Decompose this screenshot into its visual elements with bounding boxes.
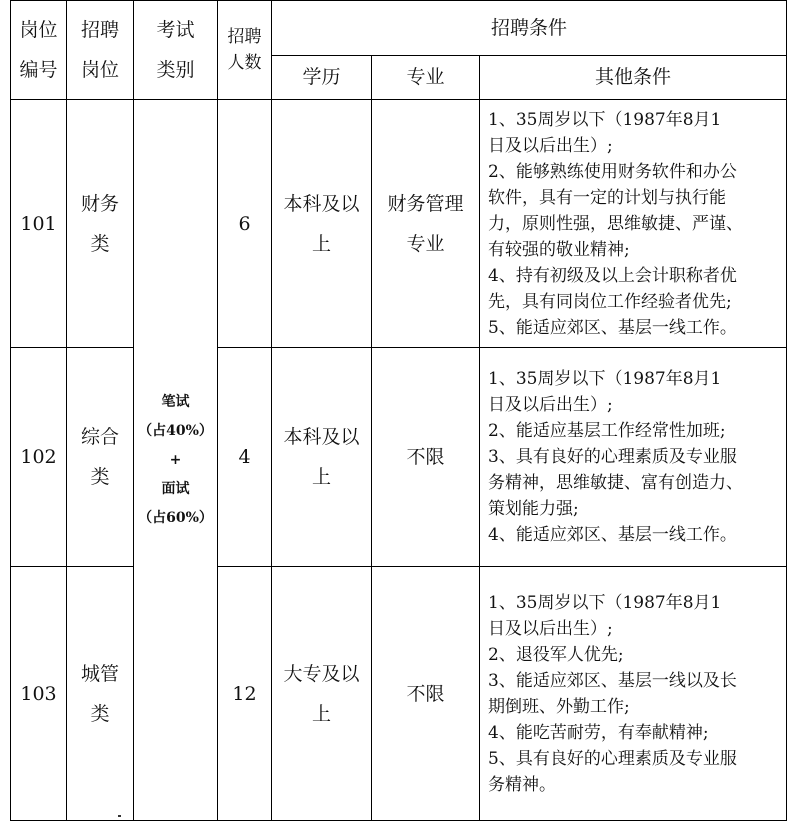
education-line: 本科及以 bbox=[283, 426, 360, 448]
condition-line: 有较强的敬业精神; bbox=[488, 239, 630, 260]
exam-line: （占40%） bbox=[138, 422, 213, 439]
education-cell bbox=[272, 567, 372, 821]
exam-line: 面试 bbox=[161, 480, 190, 497]
headcount-cell: 6 bbox=[218, 100, 272, 348]
condition-line: 4、能吃苦耐劳，有奉献精神; bbox=[488, 722, 709, 743]
post-name-line: 类 bbox=[90, 232, 110, 255]
condition-line: 5、能适应郊区、基层一线工作。 bbox=[488, 317, 737, 338]
post-code-cell: 103 bbox=[11, 567, 67, 821]
education-cell bbox=[272, 348, 372, 567]
header-conditions: 招聘条件 bbox=[272, 1, 787, 56]
post-name-cell bbox=[67, 348, 134, 567]
header-post-code-line-2: 编号 bbox=[19, 59, 58, 81]
table-row bbox=[11, 100, 787, 348]
table-row bbox=[11, 348, 787, 567]
post-code-cell: 101 bbox=[11, 100, 67, 348]
condition-line: 日及以后出生）; bbox=[488, 135, 613, 156]
exam-line: （占60%） bbox=[138, 509, 213, 526]
header-exam-type-line-1: 考试 bbox=[156, 19, 195, 41]
header-post-name-line-1: 招聘 bbox=[80, 19, 119, 41]
major-cell: 不限 bbox=[372, 348, 480, 567]
stray-mark bbox=[118, 815, 121, 817]
condition-line: 4、能适应郊区、基层一线工作。 bbox=[488, 525, 737, 545]
other-conditions-cell bbox=[480, 348, 787, 567]
post-name-cell bbox=[67, 567, 134, 821]
condition-line: 3、具有良好的心理素质及专业服 bbox=[488, 447, 737, 467]
condition-line: 软件，具有一定的计划与执行能 bbox=[488, 187, 726, 208]
post-name-cell bbox=[67, 100, 134, 348]
education-line: 上 bbox=[311, 232, 331, 255]
header-major: 专业 bbox=[372, 55, 480, 99]
condition-line: 1、35周岁以下（1987年8月1 bbox=[488, 592, 722, 613]
condition-line: 期倒班、外勤工作; bbox=[488, 696, 630, 717]
header-headcount bbox=[218, 1, 272, 100]
post-name-line: 类 bbox=[90, 466, 110, 488]
table-row bbox=[11, 567, 787, 821]
header-post-name-line-2: 岗位 bbox=[80, 59, 119, 81]
other-conditions-cell bbox=[480, 567, 787, 821]
post-name-line: 综合 bbox=[80, 426, 119, 448]
education-line: 上 bbox=[311, 702, 331, 725]
condition-line: 1、35周岁以下（1987年8月1 bbox=[488, 109, 722, 130]
condition-line: 1、35周岁以下（1987年8月1 bbox=[488, 369, 722, 389]
post-name-line: 城管 bbox=[80, 662, 119, 685]
condition-line: 2、能够熟练使用财务软件和办公 bbox=[488, 161, 737, 182]
education-line: 大专及以 bbox=[283, 662, 360, 685]
condition-line: 务精神，思维敏捷、富有创造力、 bbox=[488, 473, 743, 493]
condition-line: 策划能力强; bbox=[488, 499, 579, 519]
headcount-cell: 4 bbox=[218, 348, 272, 567]
major-cell: 不限 bbox=[372, 567, 480, 821]
header-post-code bbox=[11, 1, 67, 100]
post-name-line: 财务 bbox=[80, 192, 119, 215]
exam-line: + bbox=[169, 451, 182, 468]
header-education: 学历 bbox=[272, 55, 372, 99]
header-headcount-line-2: 人数 bbox=[227, 53, 262, 73]
condition-line: 4、持有初级及以上会计职称者优 bbox=[488, 265, 737, 286]
condition-line: 5、具有良好的心理素质及专业服 bbox=[488, 748, 737, 769]
header-headcount-line-1: 招聘 bbox=[227, 27, 262, 47]
exam-type-cell bbox=[134, 100, 218, 821]
condition-line: 2、退役军人优先; bbox=[488, 644, 624, 665]
header-row-1 bbox=[11, 1, 787, 56]
other-conditions-cell bbox=[480, 100, 787, 348]
major-line: 财务管理 bbox=[387, 192, 464, 215]
condition-line: 务精神。 bbox=[488, 774, 556, 795]
headcount-cell: 12 bbox=[218, 567, 272, 821]
header-exam-type-line-2: 类别 bbox=[156, 59, 195, 81]
condition-line: 2、能适应基层工作经常性加班; bbox=[488, 421, 726, 441]
condition-line: 力，原则性强，思维敏捷、严谨、 bbox=[488, 213, 743, 234]
major-cell bbox=[372, 100, 480, 348]
header-post-code-line-1: 岗位 bbox=[19, 19, 58, 41]
education-cell bbox=[272, 100, 372, 348]
post-code-cell: 102 bbox=[11, 348, 67, 567]
header-exam-type bbox=[134, 1, 218, 100]
education-line: 本科及以 bbox=[283, 192, 360, 215]
major-line: 专业 bbox=[406, 232, 445, 255]
header-other: 其他条件 bbox=[480, 55, 787, 99]
condition-line: 日及以后出生）; bbox=[488, 395, 613, 415]
condition-line: 日及以后出生）; bbox=[488, 618, 613, 639]
exam-line: 笔试 bbox=[161, 393, 190, 410]
education-line: 上 bbox=[311, 466, 331, 488]
post-name-line: 类 bbox=[90, 702, 110, 725]
recruitment-table bbox=[10, 0, 787, 821]
condition-line: 先，具有同岗位工作经验者优先; bbox=[488, 291, 732, 312]
condition-line: 3、能适应郊区、基层一线以及长 bbox=[488, 670, 737, 691]
header-post-name bbox=[67, 1, 134, 100]
